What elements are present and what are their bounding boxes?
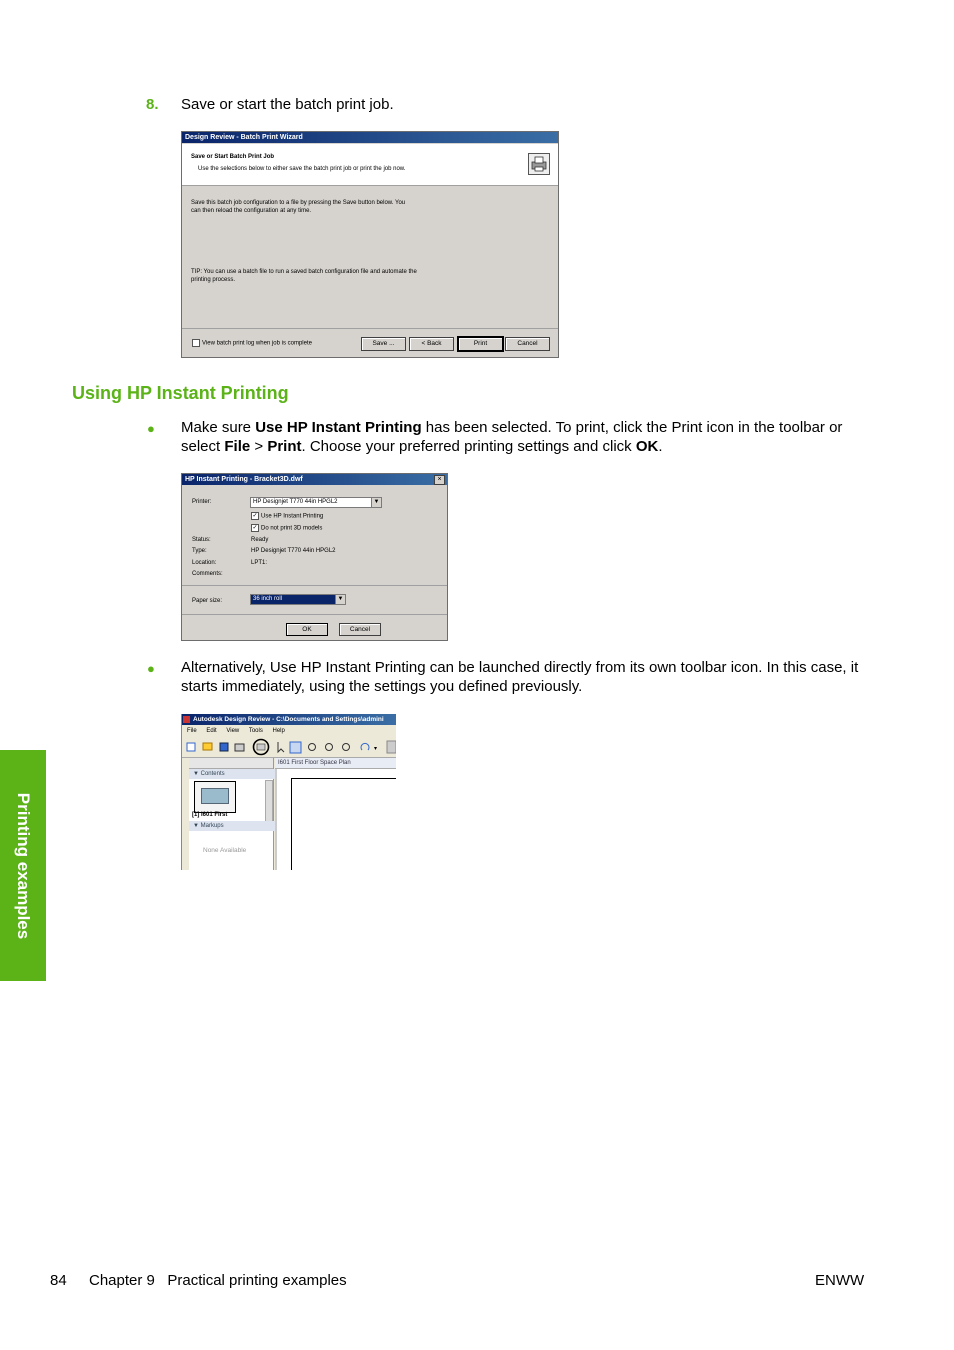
printer-select[interactable]: HP Designjet T770 44in HPGL2 ▼ [250, 497, 382, 508]
toolbar [182, 737, 396, 758]
use-hp-instant-printing-checkbox[interactable]: ✓ Use HP Instant Printing [252, 513, 324, 520]
fit-icon [343, 744, 350, 751]
drawing-canvas[interactable] [275, 758, 396, 870]
section-title: Using HP Instant Printing [72, 383, 289, 403]
print-icon [235, 744, 244, 751]
hp-instant-printing-dialog [181, 473, 448, 641]
cancel-button[interactable]: Cancel [505, 337, 550, 351]
app-icon [183, 716, 190, 723]
status-label: Status: [192, 537, 211, 543]
printer-label: Printer: [192, 499, 212, 505]
zoom-rect-icon [326, 744, 333, 751]
wizard-para1b: can then reload the configuration at any time. [191, 208, 312, 214]
zoom-icon [309, 744, 316, 751]
type-value: HP Designjet T770 44in HPGL2 [251, 548, 336, 554]
sheet-tab[interactable]: I601 First Floor Space Plan [275, 758, 396, 769]
page-number: 84 [50, 1272, 67, 1289]
close-icon[interactable]: × [434, 475, 445, 485]
wizard-title: Design Review - Batch Print Wizard [182, 132, 558, 143]
svg-text:▾: ▾ [374, 745, 378, 752]
side-panel [189, 758, 274, 870]
bullet-dot: ● [147, 661, 155, 676]
thumbnail-label: [1] I601 First [192, 812, 228, 818]
none-available: None Available [203, 847, 247, 854]
drawing-frame [291, 778, 396, 870]
menu-file[interactable]: File [187, 728, 197, 734]
menu-view[interactable]: View [226, 728, 240, 734]
paper-size-select[interactable]: 36 inch roll ▼ [250, 594, 346, 605]
design-review-window [181, 714, 396, 870]
select-icon [278, 742, 284, 752]
menu-bar [182, 725, 396, 737]
print-button[interactable]: Print [457, 336, 504, 352]
batch-print-wizard-dialog [181, 131, 559, 358]
step-number: 8. [146, 96, 159, 113]
ok-button[interactable]: OK [286, 623, 328, 636]
contents-header[interactable]: ▼ Contents [189, 769, 277, 779]
back-button[interactable]: < Back [409, 337, 454, 351]
paper-size-label: Paper size: [192, 598, 223, 604]
save-button[interactable]: Save ... [361, 337, 406, 351]
printer-icon [528, 153, 550, 175]
footer-chapter: Chapter 9 Practical printing examples [89, 1272, 347, 1289]
checkbox-box[interactable] [192, 339, 200, 347]
orbit-icon [361, 743, 369, 750]
save-icon [220, 743, 228, 751]
location-value: LPT1: [251, 560, 268, 566]
hp-dialog-title: HP Instant Printing - Bracket3D.dwf [182, 474, 447, 485]
status-value: Ready [251, 537, 269, 543]
pan-icon [290, 742, 301, 753]
bullet-dot: ● [147, 421, 155, 436]
type-label: Type: [192, 548, 207, 554]
sheet-thumbnail[interactable] [194, 781, 236, 813]
chapter-side-tab: Printing examples [0, 750, 46, 981]
app-titlebar: Autodesk Design Review - C:\Documents and Settings\admini [182, 714, 396, 725]
menu-help[interactable]: Help [272, 728, 285, 734]
wizard-tip-a: TIP: You can use a batch file to run a saved batch configuration file and automate the [191, 269, 417, 275]
wizard-heading: Save or Start Batch Print Job [191, 154, 275, 160]
chevron-down-icon: ▼ [335, 595, 345, 604]
open-icon [203, 743, 212, 750]
wizard-subheading: Use the selections below to either save the batch print job or print the job now. [198, 166, 406, 172]
menu-tools[interactable]: Tools [248, 728, 263, 734]
bullet2-text: Alternatively, Use HP Instant Printing can be launched directly from its own toolbar icon. In this case, it starts immediately, using the settings you defined previously. [181, 659, 859, 695]
wizard-para1a: Save this batch job configuration to a file by pressing the Save button below. You [191, 200, 406, 206]
comments-label: Comments: [192, 571, 223, 577]
wizard-header [182, 144, 558, 186]
hp-cancel-button[interactable]: Cancel [339, 623, 381, 636]
footer-right: ENWW [815, 1272, 865, 1289]
step-text: Save or start the batch print job. [181, 96, 394, 113]
markups-header[interactable]: ▼ Markups [189, 821, 277, 831]
no-3d-checkbox[interactable]: ✓ Do not print 3D models [252, 525, 323, 532]
chevron-down-icon: ▼ [371, 498, 381, 507]
scrollbar[interactable] [265, 780, 273, 822]
bullet1-text: Make sure Use HP Instant Printing has been selected. To print, click the Print icon in the toolbar or select File > Print. Choose your preferred printing settings and click OK. [181, 419, 843, 455]
wizard-tip-b: printing process. [191, 277, 236, 283]
menu-edit[interactable]: Edit [206, 728, 217, 734]
new-icon [187, 743, 195, 751]
location-label: Location: [192, 560, 217, 566]
view-log-checkbox[interactable]: View batch print log when job is complete [192, 339, 312, 348]
